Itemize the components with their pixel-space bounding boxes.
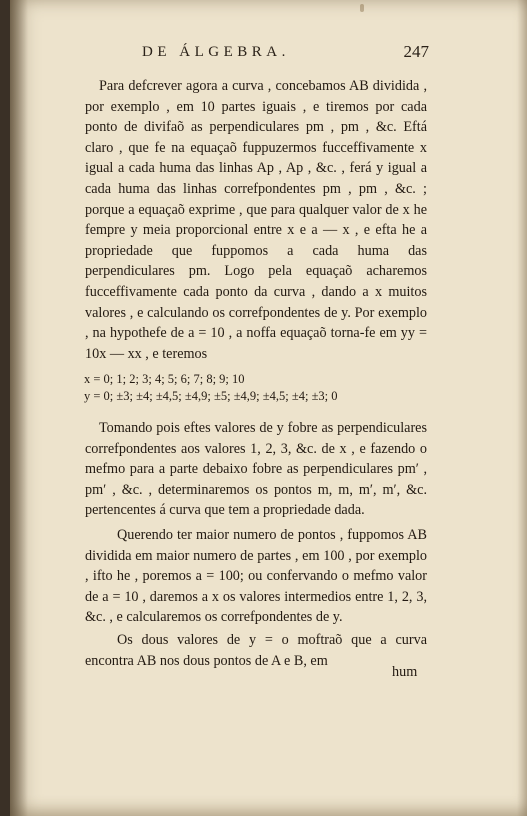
paragraph-2-container bbox=[85, 418, 427, 521]
paragraph-2: Tomando pois eftes valores de y fobre as perpendiculares correfpondentes aos valores 1, 2, 3, &c. de x , e fazendo o mefmo para a parte debaixo fobre as perpendiculares pm′ , pm′ , &c. , determinaremos os pontos m, m, m′, m′, &c. pertencentes á curva que tem a propriedade dada. bbox=[85, 420, 427, 519]
y-values-row: y = 0; ±3; ±4; ±4,5; ±4,9; ±5; ±4,9; ±4,5; ±4; ±3; 0 bbox=[84, 389, 338, 403]
paragraph-4-container bbox=[85, 630, 427, 671]
page-edge-shadow bbox=[517, 0, 527, 816]
book-page bbox=[10, 0, 527, 816]
x-values-row: x = 0; 1; 2; 3; 4; 5; 6; 7; 8; 9; 10 bbox=[84, 372, 245, 386]
paragraph-3: Querendo ter maior numero de pontos , fuppomos AB dividida em maior numero de partes , em 100 , por exemplo , ifto he , poremos a = 100; ou confervando o mefmo valor de a = 10 , daremos a x os valores intermedios entre 1, 2, 3, &c. , e calcularemos os correfpondentes de y. bbox=[85, 527, 427, 626]
running-title: DE ÁLGEBRA. bbox=[142, 44, 290, 60]
paragraph-3-container bbox=[85, 525, 427, 628]
paragraph-4: Os dous valores de y = o moftraõ que a curva encontra AB nos dous pontos de A e B, em bbox=[85, 632, 427, 669]
body-text bbox=[85, 76, 427, 364]
catchword: hum bbox=[392, 664, 418, 680]
paragraph-1: Para defcrever agora a curva , concebamos AB dividida , por exemplo , em 10 partes iguais , e tiremos por cada ponto de divifaõ as perpendiculares pm , pm , &c. Eftá claro , que fe na equaçaõ fuppuzermos fucceffivamente x igual a cada huma das linhas Ap , Ap , &c. , ferá y igual a cada huma das linhas correfpondentes pm , pm , &c. ; porque a equaçaõ exprime , que para qualquer valor de x he fempre y meia proporcional entre x e a — x , e efta he a propriedade que fuppomos a cada huma das perpendiculares pm. Logo pela equaçaõ acharemos fucceffivamente cada ponto da curva , dando a x muitos valores , e calculando os correfpondentes de y. Por exemplo , na hypothefe de a = 10 , a noffa equaçaõ torna-fe em yy = 10x — xx , e teremos bbox=[85, 78, 427, 362]
page-gutter-shadow bbox=[10, 0, 28, 816]
page-number: 247 bbox=[403, 42, 429, 61]
page-header bbox=[10, 44, 527, 70]
paper-stain bbox=[360, 4, 364, 12]
